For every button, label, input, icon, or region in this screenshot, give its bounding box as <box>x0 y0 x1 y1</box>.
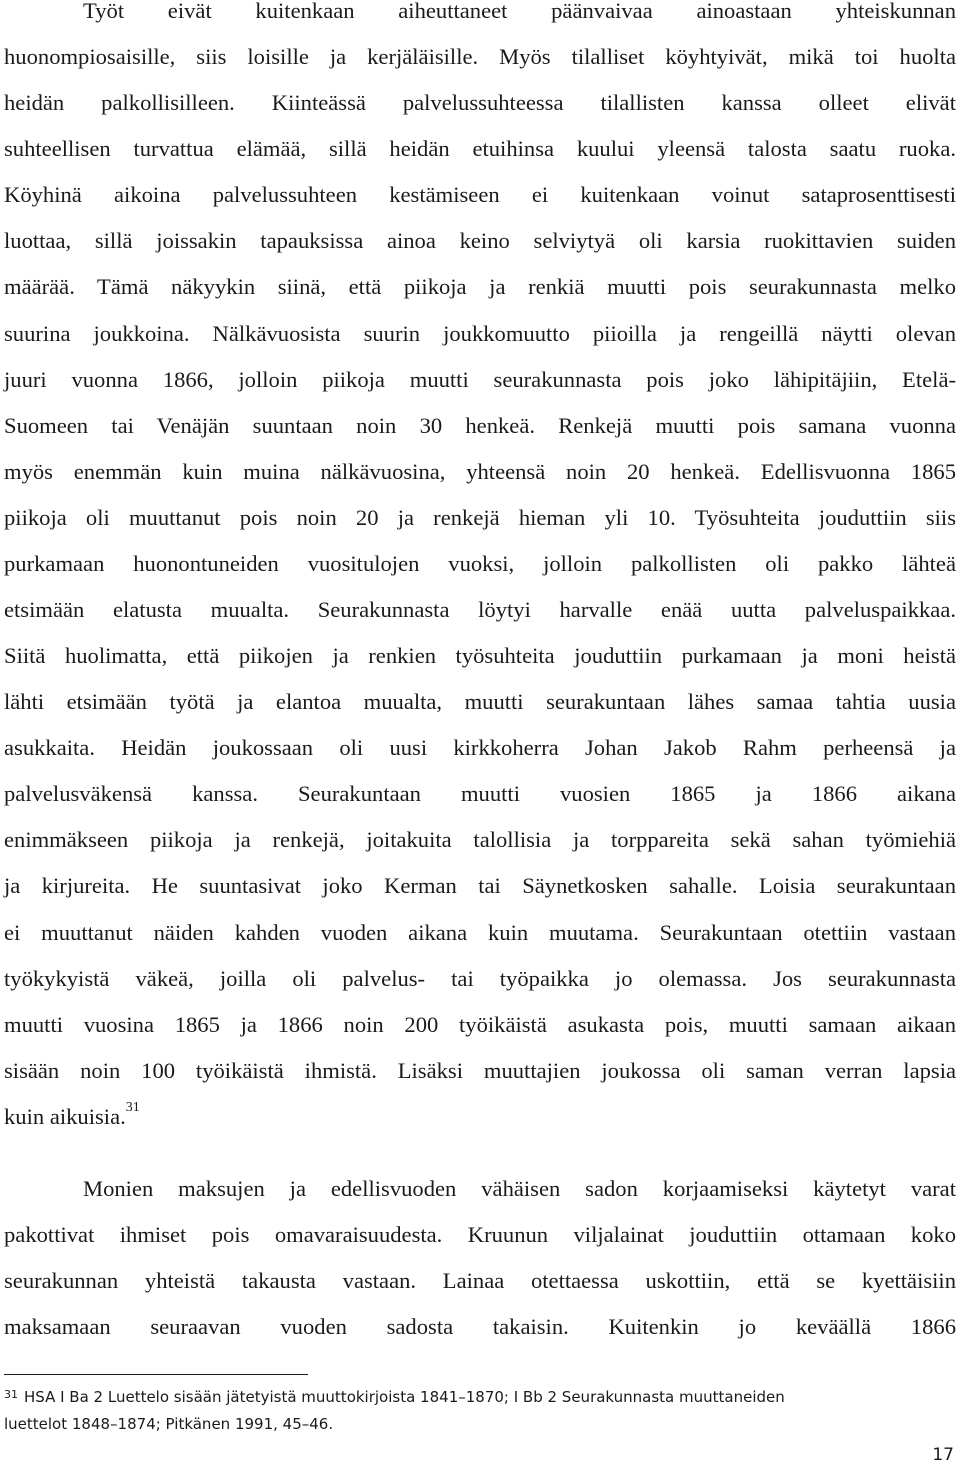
text-line: luottaa, sillä joissakin tapauksissa ainoa keino selviytyä oli karsia ruokittavien suiden <box>4 228 956 254</box>
footnote-number: 31 <box>4 1388 18 1401</box>
text-line: asukkaita. Heidän joukossaan oli uusi kirkkoherra Johan Jakob Rahm perheensä ja <box>4 735 956 761</box>
body-paragraph-2 <box>4 1166 956 1350</box>
text-line: Köyhinä aikoina palvelussuhteen kestämiseen ei kuitenkaan voinut sataprosenttisesti <box>4 182 956 208</box>
text-line: Työt eivät kuitenkaan aiheuttaneet päänvaivaa ainoastaan yhteiskunnan <box>83 0 956 23</box>
text-line: muutti vuosina 1865 ja 1866 noin 200 työikäistä asukasta pois, muutti samaan aikaan <box>4 1011 956 1037</box>
footnote-line-1: $^{31}$ HSA I Ba 2 Luettelo sisään jätetyistä muuttokirjoista 1841–1870; I Bb 2 Seurakunnasta muuttaneiden <box>4 1388 785 1406</box>
text-line: lähti etsimään työtä ja elantoa muualta, muutti seurakuntaan lähes samaa tahtia uusia <box>4 689 956 715</box>
footnote-reference[interactable]: 31 <box>125 1100 140 1116</box>
text-line: enimmäkseen piikoja ja renkejä, joitakuita talollisia ja torppareita sekä sahan työmiehiä <box>4 827 956 853</box>
text-line: heidän palkollisilleen. Kiinteässä palvelussuhteessa tilallisten kanssa olleet elivät <box>4 90 956 116</box>
text-line: Suomeen tai Venäjän suuntaan noin 30 henkeä. Renkejä muutti pois samana vuonna <box>4 412 956 438</box>
footnote <box>4 1384 944 1438</box>
text-line: suurina joukkoina. Nälkävuosista suurin joukkomuutto piioilla ja rengeillä näytti olevan <box>4 320 956 346</box>
body-paragraph-1 <box>4 0 956 1140</box>
footnote-separator <box>4 1374 308 1375</box>
text-line: määrää. Tämä näkyykin siinä, että piikoja ja renkiä muutti pois seurakunnasta melko <box>4 274 956 300</box>
text-line: myös enemmän kuin muina nälkävuosina, yhteensä noin 20 henkeä. Edellisvuonna 1865 <box>4 458 956 484</box>
text-line: ja kirjureita. He suuntasivat joko Kerman tai Säynetkosken sahalle. Loisia seurakuntaan <box>4 873 956 899</box>
text-line: piikoja oli muuttanut pois noin 20 ja renkejä hieman yli 10. Työsuhteita jouduttiin siis <box>4 504 956 530</box>
text-line-content: kuin aikuisia. <box>4 1103 126 1129</box>
page-number: 17 <box>932 1445 954 1465</box>
text-line: purkamaan huonontuneiden vuositulojen vuoksi, jolloin palkollisten oli pakko lähteä <box>4 550 956 576</box>
text-line: maksamaan seuraavan vuoden sadosta takaisin. Kuitenkin jo keväällä 1866 <box>4 1314 956 1340</box>
text-line: sisään noin 100 työikäistä ihmistä. Lisäksi muuttajien joukossa oli saman verran lapsia <box>4 1057 956 1083</box>
text-line: juuri vuonna 1866, jolloin piikoja muutti seurakunnasta pois joko lähipitäjiin, Etelä- <box>4 366 956 392</box>
text-line: etsimään elatusta muualta. Seurakunnasta löytyi harvalle enää uutta palveluspaikkaa. <box>4 597 956 623</box>
text-line: pakottivat ihmiset pois omavaraisuudesta. Kruunun viljalainat jouduttiin ottamaan koko <box>4 1222 956 1248</box>
text-line: seurakunnan yhteistä takausta vastaan. Lainaa otettaessa uskottiin, että se kyettäisiin <box>4 1268 956 1294</box>
text-line: ei muuttanut näiden kahden vuoden aikana kuin muutama. Seurakuntaan otettiin vastaan <box>4 919 956 945</box>
text-line: suhteellisen turvattua elämää, sillä heidän etuihinsa kuului yleensä talosta saatu ruoka. <box>4 136 956 162</box>
text-line: palvelusväkensä kanssa. Seurakuntaan muutti vuosien 1865 ja 1866 aikana <box>4 781 956 807</box>
text-line <box>4 1094 956 1140</box>
text-line: Monien maksujen ja edellisvuoden vähäisen sadon korjaamiseksi käytetyt varat <box>83 1176 956 1201</box>
footnote-line-2: luettelot 1848–1874; Pitkänen 1991, 45–46. <box>4 1415 334 1433</box>
text-line: työkykyistä väkeä, joilla oli palvelus- tai työpaikka jo olemassa. Jos seurakunnasta <box>4 965 956 991</box>
text-line: Siitä huolimatta, että piikojen ja renkien työsuhteita jouduttiin purkamaan ja moni heistä <box>4 643 956 669</box>
text-line: huonompiosaisille, siis loisille ja kerjäläisille. Myös tilalliset köyhtyivät, mikä toi huolta <box>4 44 956 70</box>
